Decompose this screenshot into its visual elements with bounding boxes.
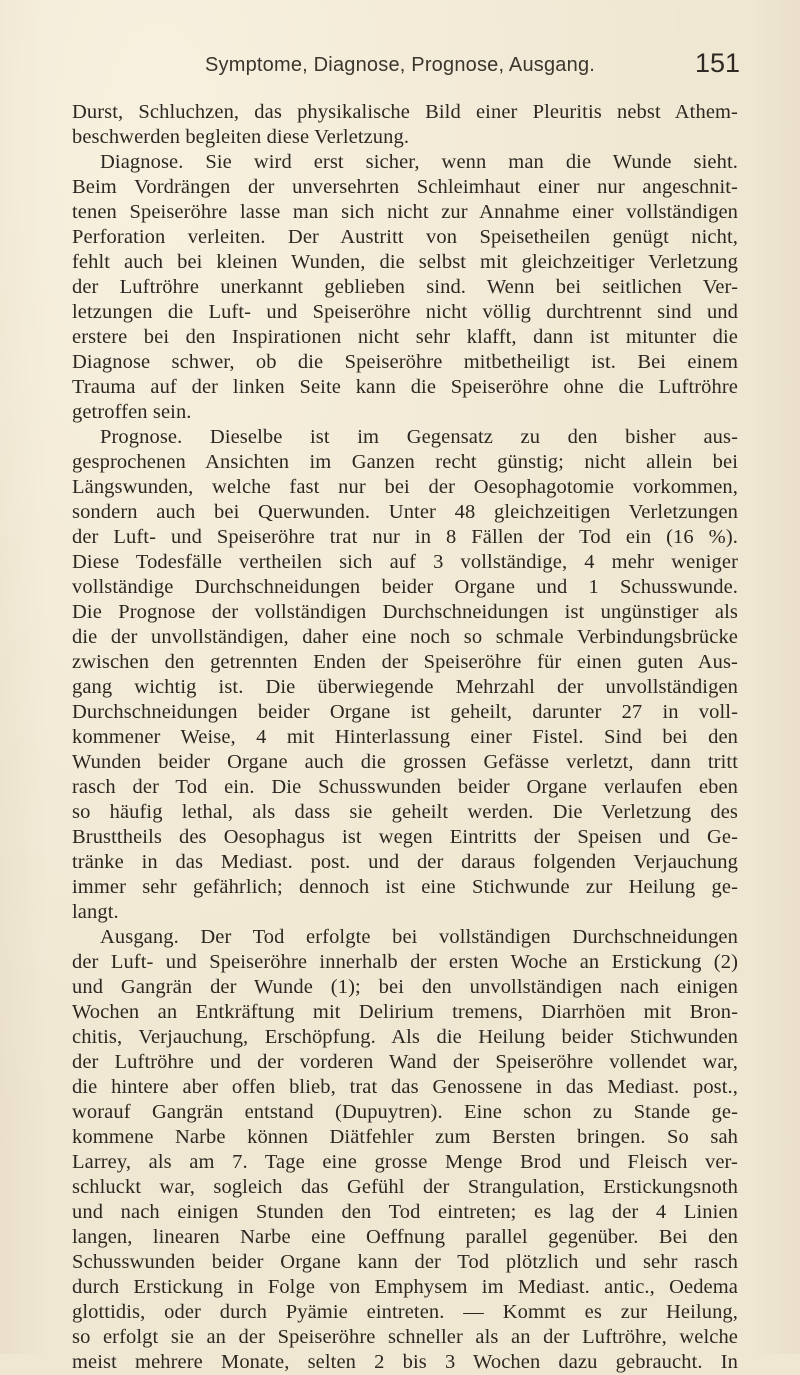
page-number: 151 (694, 48, 740, 78)
text-line: Perforation verleiten. Der Austritt von Speisetheilen genügt nicht, (72, 226, 738, 248)
text-line: schluckt war, sogleich das Gefühl der Strangulation, Erstickungsnoth (72, 1176, 738, 1198)
text-line: chitis, Verjauchung, Erschöpfung. Als die Heilung beider Stichwunden (72, 1026, 738, 1048)
text-line: immer sehr gefährlich; dennoch ist eine Stichwunde zur Heilung ge- (72, 876, 738, 898)
text-line: Schusswunden beider Organe kann der Tod plötzlich und sehr rasch (72, 1251, 738, 1273)
text-line: meist mehrere Monate, selten 2 bis 3 Wochen dazu gebraucht. In (72, 1351, 738, 1373)
text-line: getroffen sein. (72, 401, 192, 423)
text-line: kommener Weise, 4 mit Hinterlassung einer Fistel. Sind bei den (72, 726, 738, 748)
section-heading-line-diagnose: Diagnose. Sie wird erst sicher, wenn man die Wunde sieht. (100, 151, 738, 173)
body-text (72, 100, 738, 1375)
text-line: Durchschneidungen beider Organe ist geheilt, darunter 27 in voll- (72, 701, 738, 723)
text-line: vollständige Durchschneidungen beider Organe und 1 Schusswunde. (72, 576, 738, 598)
text-line: gang wichtig ist. Die überwiegende Mehrzahl der unvollständigen (72, 676, 738, 698)
text-line: und Gangrän der Wunde (1); bei den unvollständigen nach einigen (72, 976, 738, 998)
text-line: so erfolgt sie an der Speiseröhre schneller als an der Luftröhre, welche (72, 1326, 738, 1348)
text-line: rasch der Tod ein. Die Schusswunden beider Organe verlaufen eben (72, 776, 738, 798)
text-line: der Luft- und Speiseröhre innerhalb der ersten Woche an Erstickung (2) (72, 951, 738, 973)
text-line: langen, linearen Narbe eine Oeffnung parallel gegenüber. Bei den (72, 1226, 738, 1248)
text-line: beschwerden begleiten diese Verletzung. (72, 126, 410, 148)
text-line: Brusttheils des Oesophagus ist wegen Eintritts der Speisen und Ge- (72, 826, 738, 848)
text-line: letzungen die Luft- und Speiseröhre nicht völlig durchtrennt sind und (72, 301, 738, 323)
text-line: Längswunden, welche fast nur bei der Oesophagotomie vorkommen, (72, 476, 738, 498)
text-line: Trauma auf der linken Seite kann die Speiseröhre ohne die Luftröhre (72, 376, 738, 398)
section-heading-line-ausgang: Ausgang. Der Tod erfolgte bei vollständigen Durchschneidungen (100, 926, 738, 948)
text-line: erstere bei den Inspirationen nicht sehr klafft, dann ist mitunter die (72, 326, 738, 348)
text-line: so häufig lethal, als dass sie geheilt werden. Die Verletzung des (72, 801, 738, 823)
text-line: fehlt auch bei kleinen Wunden, die selbst mit gleichzeitiger Verletzung (72, 251, 738, 273)
text-line: Wochen an Entkräftung mit Delirium tremens, Diarrhöen mit Bron- (72, 1001, 738, 1023)
text-line: gesprochenen Ansichten im Ganzen recht günstig; nicht allein bei (72, 451, 738, 473)
text-line: Diese Todesfälle vertheilen sich auf 3 vollständige, 4 mehr weniger (72, 551, 738, 573)
text-line: glottidis, oder durch Pyämie eintreten. — Kommt es zur Heilung, (72, 1301, 738, 1323)
running-title: Symptome, Diagnose, Prognose, Ausgang. (204, 54, 596, 76)
text-line: Larrey, als am 7. Tage eine grosse Menge Brod und Fleisch ver- (72, 1151, 738, 1173)
text-line: sondern auch bei Querwunden. Unter 48 gleichzeitigen Verletzungen (72, 501, 738, 523)
text-line: Beim Vordrängen der unversehrten Schleimhaut einer nur angeschnit- (72, 176, 738, 198)
text-line: der Luftröhre unerkannt geblieben sind. Wenn bei seitlichen Ver- (72, 276, 738, 298)
text-line: der Luft- und Speiseröhre trat nur in 8 Fällen der Tod ein (16 %). (72, 526, 738, 548)
text-line: der Luftröhre und der vorderen Wand der Speiseröhre vollendet war, (72, 1051, 738, 1073)
text-line: Durst, Schluchzen, das physikalische Bild einer Pleuritis nebst Athem- (72, 101, 738, 123)
text-line: kommene Narbe können Diätfehler zum Bersten bringen. So sah (72, 1126, 738, 1148)
text-line: durch Erstickung in Folge von Emphysem im Mediast. antic., Oedema (72, 1276, 738, 1298)
text-line: Diagnose schwer, ob die Speiseröhre mitbetheiligt ist. Bei einem (72, 351, 738, 373)
text-line: Die Prognose der vollständigen Durchschneidungen ist ungünstiger als (72, 601, 738, 623)
text-line: Wunden beider Organe auch die grossen Gefässe verletzt, dann tritt (72, 751, 738, 773)
text-line: die der unvollständigen, daher eine noch so schmale Verbindungsbrücke (72, 626, 738, 648)
text-line: tenen Speiseröhre lasse man sich nicht zur Annahme einer vollständigen (72, 201, 738, 223)
text-line: zwischen den getrennten Enden der Speiseröhre für einen guten Aus- (72, 651, 738, 673)
text-line: tränke in das Mediast. post. und der daraus folgenden Verjauchung (72, 851, 738, 873)
text-line: die hintere aber offen blieb, trat das Genossene in das Mediast. post., (72, 1076, 738, 1098)
text-line: langt. (72, 901, 119, 923)
text-line: und nach einigen Stunden den Tod eintreten; es lag der 4 Linien (72, 1201, 738, 1223)
section-heading-line-prognose: Prognose. Dieselbe ist im Gegensatz zu den bisher aus- (100, 426, 738, 448)
text-line: worauf Gangrän entstand (Dupuytren). Eine schon zu Stande ge- (72, 1101, 738, 1123)
running-header (0, 48, 800, 84)
